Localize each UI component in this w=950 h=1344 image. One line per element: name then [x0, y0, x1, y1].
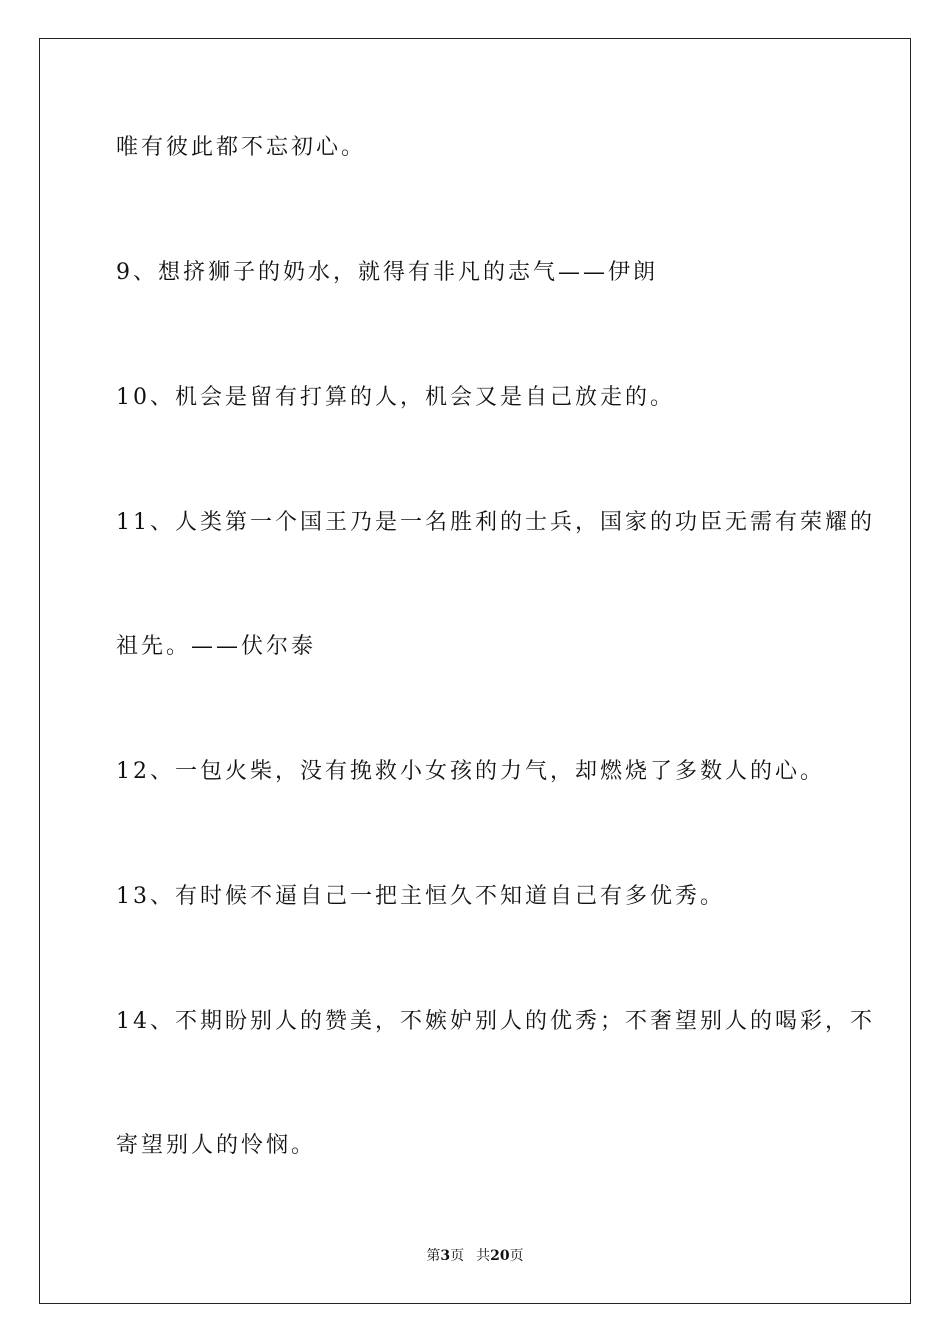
text-line-5: 祖先。——伏尔泰 — [116, 634, 317, 659]
page-frame — [39, 38, 911, 1304]
page-prefix: 第 — [426, 1248, 441, 1264]
text-line-8: 14、不期盼别人的赞美，不嫉妒别人的优秀；不奢望别人的喝彩，不 — [116, 1009, 875, 1034]
total-pages: 20 — [490, 1248, 510, 1264]
text-line-3: 10、机会是留有打算的人，机会又是自己放走的。 — [116, 385, 675, 410]
page-number: 3 — [440, 1248, 451, 1264]
total-prefix: 共 — [476, 1248, 491, 1264]
text-line-7: 13、有时候不逼自己一把主恒久不知道自己有多优秀。 — [116, 884, 725, 909]
page-suffix: 页 — [450, 1248, 465, 1264]
page-footer — [0, 1247, 950, 1265]
text-line-1: 唯有彼此都不忘初心。 — [116, 135, 367, 160]
text-line-9: 寄望别人的怜悯。 — [116, 1133, 317, 1158]
text-line-2: 9、想挤狮子的奶水，就得有非凡的志气——伊朗 — [116, 260, 658, 285]
text-line-4: 11、人类第一个国王乃是一名胜利的士兵，国家的功臣无需有荣耀的 — [116, 510, 875, 535]
total-suffix: 页 — [509, 1248, 524, 1264]
text-line-6: 12、一包火柴，没有挽救小女孩的力气，却燃烧了多数人的心。 — [116, 759, 825, 784]
